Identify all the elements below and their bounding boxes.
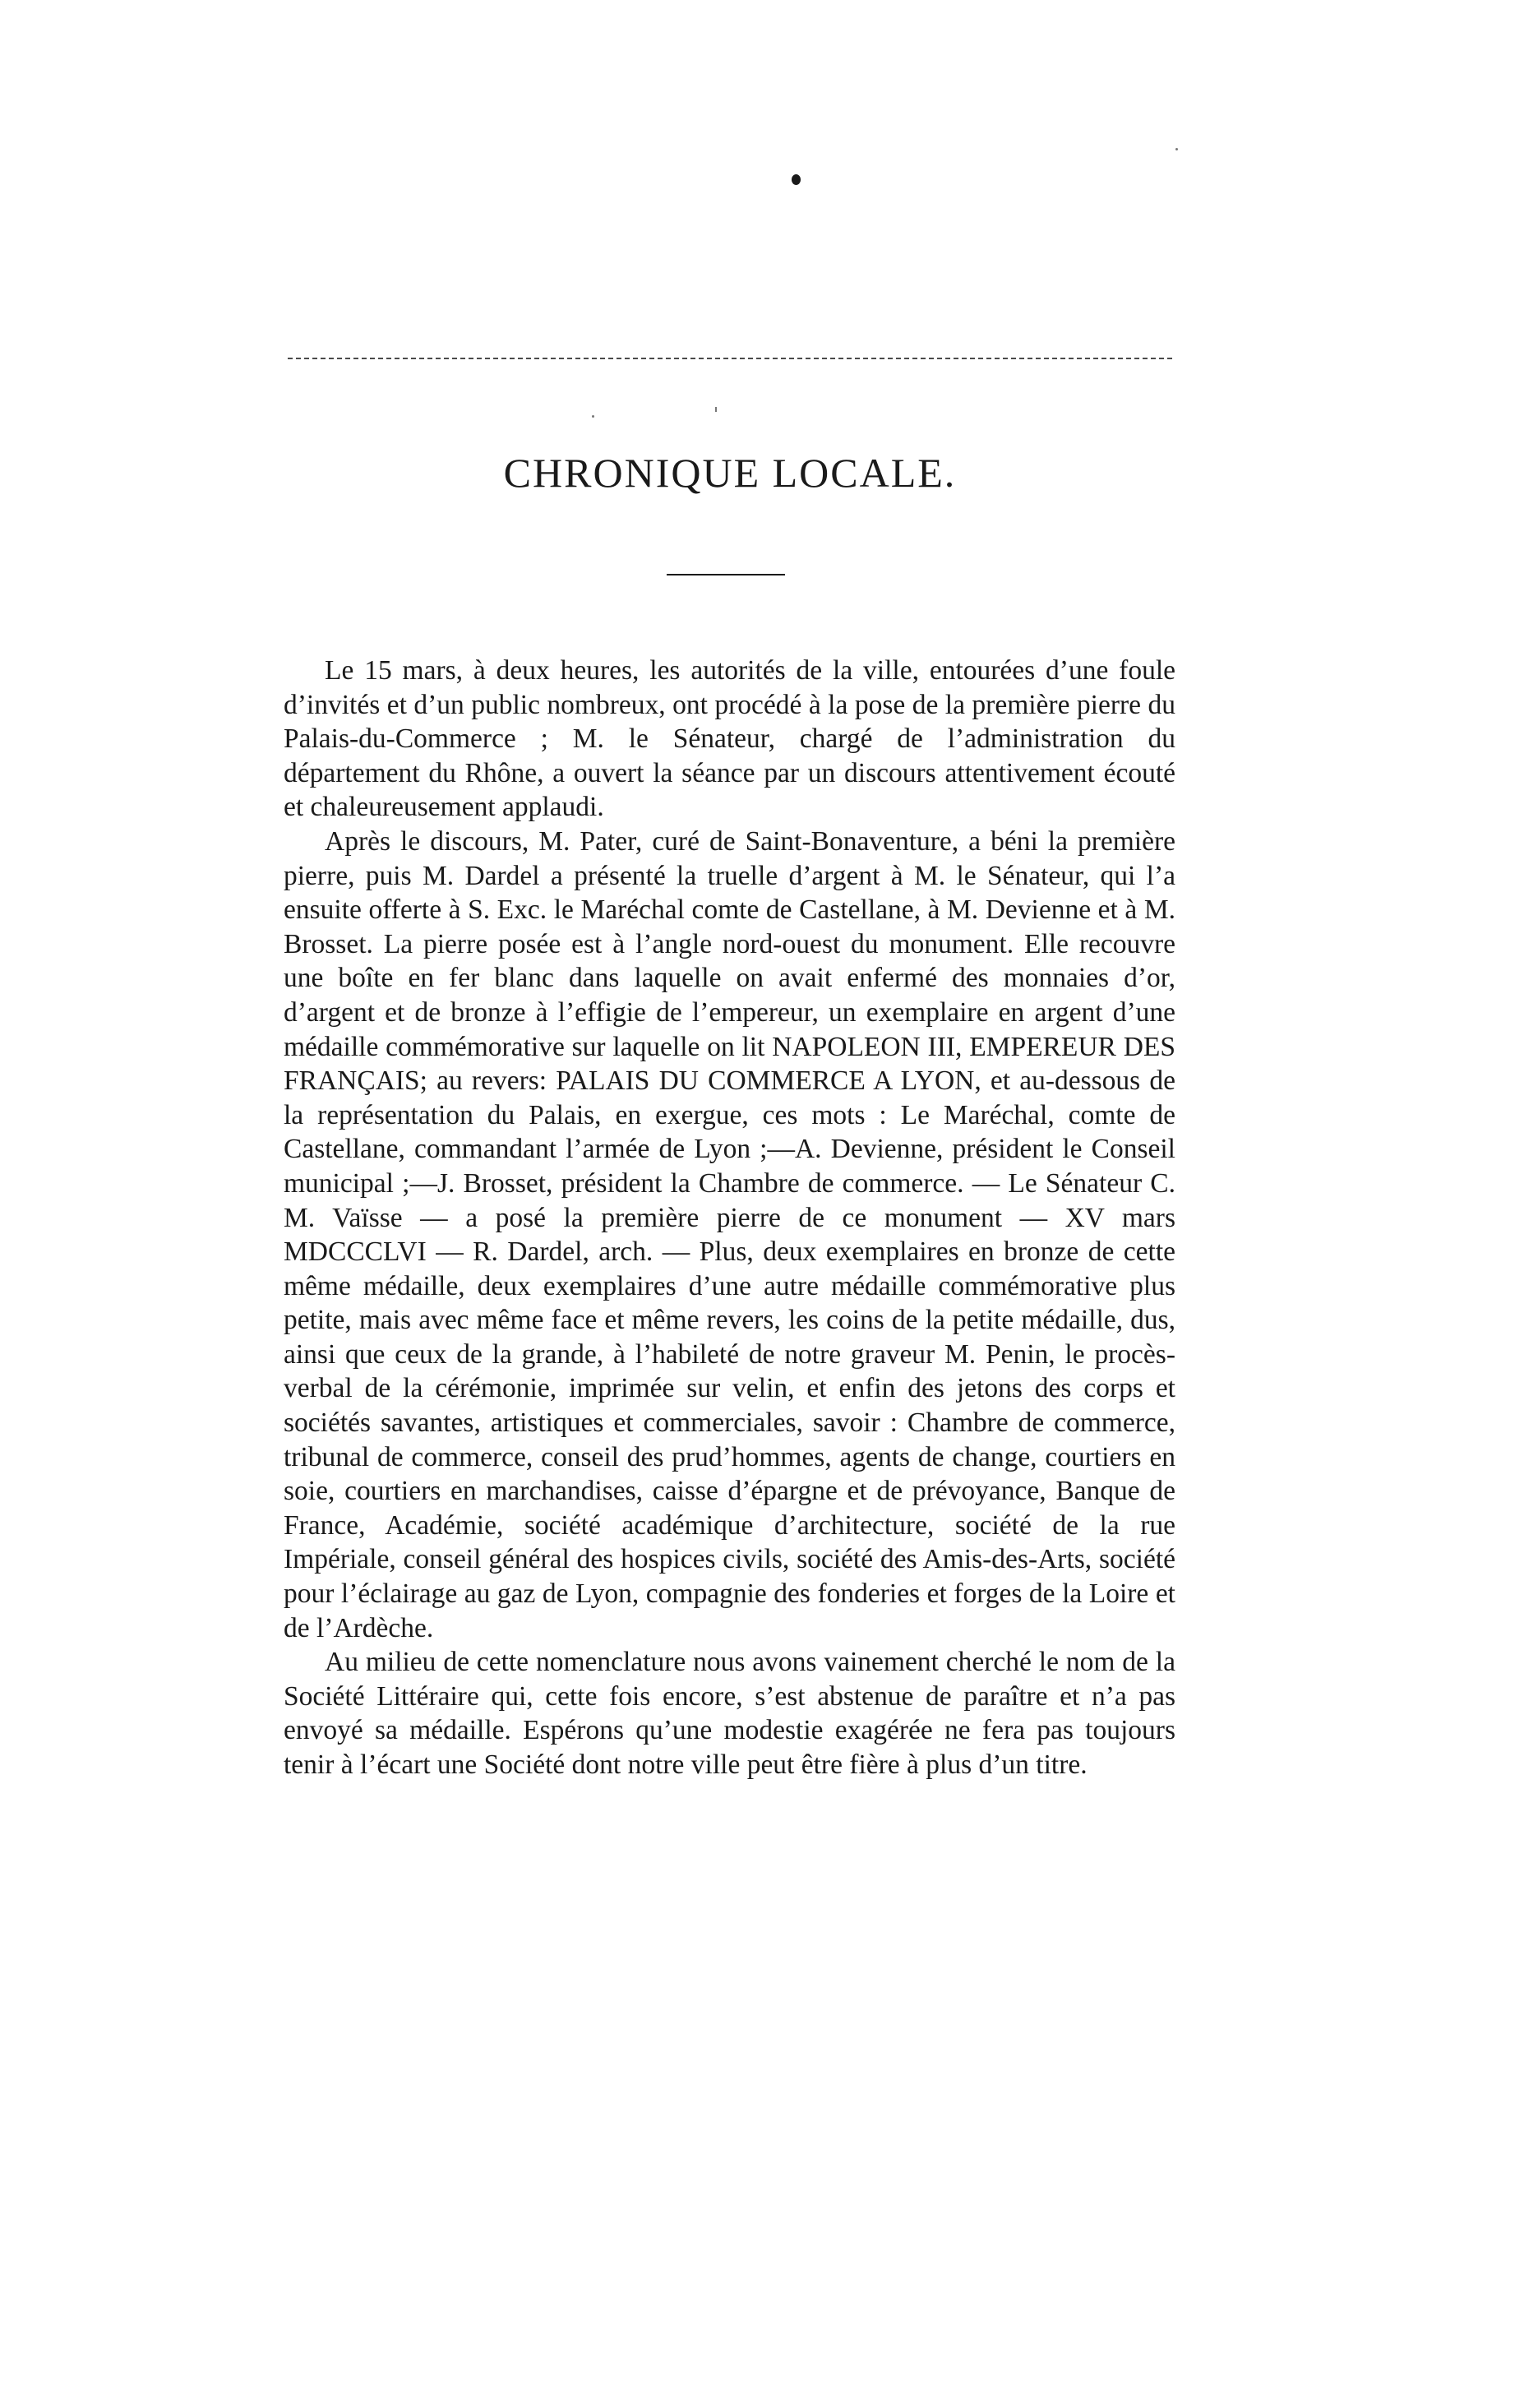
article-body (284, 654, 1175, 1782)
page-title: CHRONIQUE LOCALE. (503, 450, 957, 496)
header-rule (288, 358, 1172, 359)
ink-speck (715, 407, 717, 412)
paragraph: Au milieu de cette nomenclature nous avons vainement cherché le nom de la Société Littéraire qui, cette fois encore, s’est abstenue de paraître et n’a pas envoyé sa médaille. Espérons qu’une modestie exagérée ne fera pas toujours tenir à l’écart une Société dont notre ville peut être fière à plus d’un titre. (284, 1647, 1175, 1780)
ink-speck (1175, 148, 1178, 150)
paragraph: Le 15 mars, à deux heures, les autorités de la ville, entourées d’une foule d’invités et d’un public nombreux, ont procédé à la pose de la première pierre du Palais-du-Commerce ; M. le Sénateur, chargé de l’administration du département du Rhône, a ouvert la séance par un discours attentivement écouté et chaleureusement applaudi. (284, 655, 1175, 823)
title-rule (667, 574, 785, 575)
ink-speck (592, 415, 594, 418)
paragraph: Après le discours, M. Pater, curé de Saint-Bonaventure, a béni la première pierre, puis M. Dardel a présenté la truelle d’argent à M. le Sénateur, qui l’a ensuite offerte à S. Exc. le Maréchal comte de Castellane, à M. Devienne et à M. Brosset. La pierre posée est à l’angle nord-ouest du monument. Elle recouvre une boîte en fer blanc dans laquelle on avait enfermé des monnaies d’or, d’argent et de bronze à l’effigie de l’empereur, un exemplaire en argent d’une médaille commémorative sur laquelle on lit NAPOLEON III, EMPEREUR DES FRANÇAIS; au revers: PALAIS DU COMMERCE A LYON, et au-dessous de la représentation du Palais, en exergue, ces mots : Le Maréchal, comte de Castellane, commandant l’armée de Lyon ;—A. Devienne, président le Conseil municipal ;—J. Brosset, président la Chambre de commerce. — Le Sénateur C. M. Vaïsse — a posé la première pierre de ce monument — XV mars MDCCCLVI — R. Dardel, arch. — Plus, deux exemplaires en bronze de cette même médaille, deux exemplaires d’une autre médaille commémorative plus petite, mais avec même face et même revers, les coins de la petite médaille, dus, ainsi que ceux de la grande, à l’habileté de notre graveur M. Penin, le procès-verbal de la cérémonie, imprimée sur velin, et enfin des jetons des corps et sociétés savantes, artistiques et commerciales, savoir : Chambre de commerce, tribunal de commerce, conseil des prud’hommes, agents de change, courtiers en soie, courtiers en marchandises, caisse d’épargne et de prévoyance, Banque de France, Académie, société académique d’architecture, société de la rue Impériale, conseil général des hospices civils, société des Amis-des-Arts, société pour l’éclairage au gaz de Lyon, compagnie des fonderies et forges de la Loire et de l’Ardèche. (284, 825, 1175, 1643)
ink-dot (792, 174, 801, 185)
